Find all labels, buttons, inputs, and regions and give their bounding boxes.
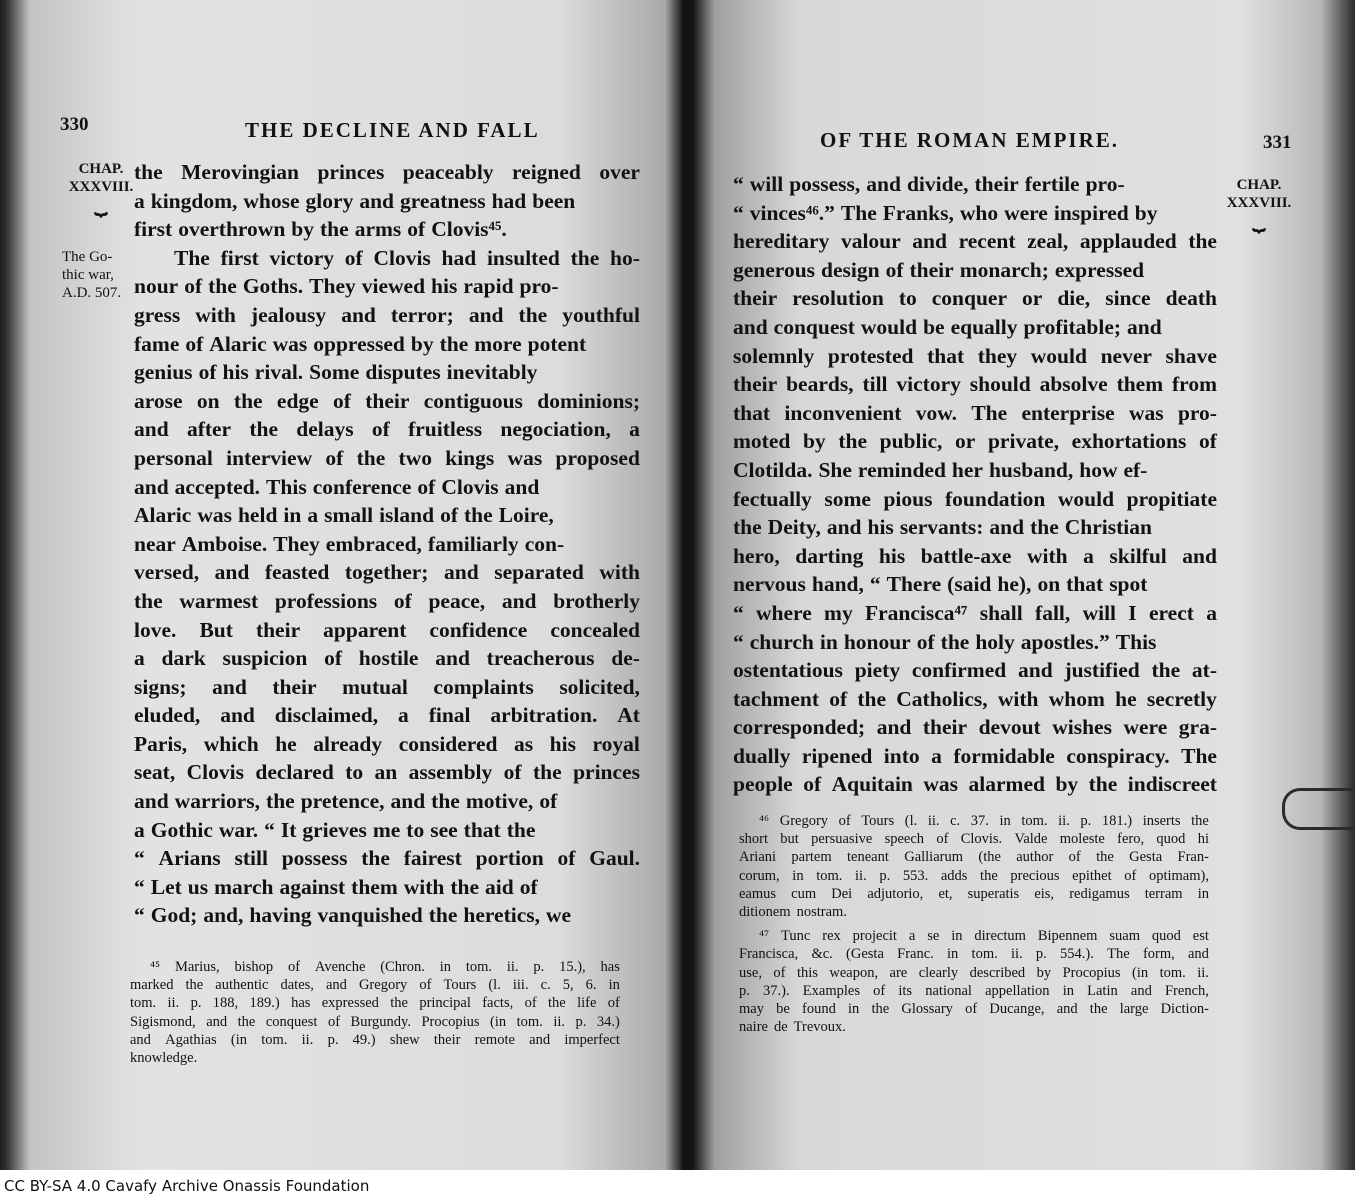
text-line: “ Let us march against them with the aid of bbox=[134, 874, 538, 899]
margin-note-line: thic war, bbox=[62, 267, 114, 283]
text-line: a dark suspicion of hostile and treacherous de- bbox=[134, 646, 640, 671]
text-line: Alaric was held in a small island of the Loire, bbox=[134, 503, 554, 528]
text-line: seat, Clovis declared to an assembly of the princes bbox=[134, 760, 640, 785]
text-line: corresponded; and their devout wishes were gra- bbox=[733, 715, 1217, 740]
footnote-line: ⁴⁷ Tunc rex projecit a se in directum Bipennem suam quod est bbox=[759, 928, 1209, 945]
page-number: 330 bbox=[60, 114, 89, 135]
text-line: solemnly protested that they would never shave bbox=[733, 343, 1217, 368]
text-line: hereditary valour and recent zeal, applauded the bbox=[733, 229, 1217, 254]
footnote-line: knowledge. bbox=[130, 1050, 198, 1067]
text-line: a Gothic war. “ It grieves me to see that the bbox=[134, 817, 536, 842]
footnote-line: marked the authentic dates, and Gregory of Tours (l. iii. c. 5, 6. in bbox=[130, 977, 620, 994]
text-line: “ will possess, and divide, their fertile pro- bbox=[733, 172, 1125, 196]
text-line: tachment of the Catholics, with whom he secretly bbox=[733, 686, 1217, 711]
text-line: a kingdom, whose glory and greatness had been bbox=[134, 188, 576, 213]
credit-line: CC BY-SA 4.0 Cavafy Archive Onassis Foundation bbox=[4, 1177, 370, 1195]
text-line: generous design of their monarch; expressed bbox=[733, 257, 1145, 282]
footnotes bbox=[739, 812, 1209, 1036]
text-line: people of Aquitain was alarmed by the indiscreet bbox=[733, 772, 1217, 797]
text-line: “ God; and, having vanquished the heretics, we bbox=[134, 903, 572, 928]
footnote-line: eamus cum Dei adjutorio, et, superatis eis, redigamus terram in bbox=[739, 885, 1209, 902]
footnote-line: Ariani partem teneant Galliarum (the author of the Gesta Fran- bbox=[739, 849, 1209, 866]
running-head: OF THE ROMAN EMPIRE. bbox=[820, 128, 1120, 152]
footnote-line: corum, in tom. ii. p. 553. adds the precious epithet of optimam), bbox=[739, 867, 1209, 884]
text-line: arose on the edge of their contiguous dominions; bbox=[134, 388, 640, 413]
text-line: fame of Alaric was oppressed by the more potent bbox=[134, 331, 587, 356]
margin-note-line: A.D. 507. bbox=[62, 285, 122, 301]
margin-note bbox=[62, 248, 142, 302]
text-line: “ Arians still possess the fairest portion of Gaul. bbox=[134, 846, 640, 871]
text-line: hero, darting his battle-axe with a skilful and bbox=[733, 543, 1217, 568]
footnotes bbox=[130, 958, 620, 1067]
chapter-note-line: CHAP. bbox=[78, 161, 124, 177]
text-line: Clotilda. She reminded her husband, how ef- bbox=[733, 457, 1148, 482]
footnote-line: short but persuasive speech of Clovis. Valde moleste fero, quod hi bbox=[739, 831, 1209, 848]
text-line: gress with jealousy and terror; and the youthful bbox=[134, 302, 640, 327]
text-line: the warmest professions of peace, and brotherly bbox=[134, 588, 640, 613]
text-line: moted by the public, or private, exhortations of bbox=[733, 429, 1217, 454]
chapter-note-line: XXXVIII. bbox=[1226, 195, 1292, 211]
text-line: “ church in honour of the holy apostles.” This bbox=[733, 629, 1157, 654]
footnote-line: use, of this weapon, are clearly described by Procopius (in tom. ii. bbox=[739, 964, 1209, 981]
text-line: that inconvenient vow. The enterprise was pro- bbox=[733, 400, 1217, 425]
text-line: love. But their apparent confidence concealed bbox=[134, 617, 640, 642]
chapter-note-line: CHAP. bbox=[1236, 177, 1282, 193]
text-line: fectually some pious foundation would propitiate bbox=[733, 486, 1217, 511]
text-line: The first victory of Clovis had insulted the ho- bbox=[174, 245, 640, 270]
left-page bbox=[40, 0, 660, 1170]
text-line: personal interview of the two kings was proposed bbox=[134, 445, 640, 470]
text-line: near Amboise. They embraced, familiarly con- bbox=[134, 531, 565, 556]
text-line: and accepted. This conference of Clovis and bbox=[134, 474, 540, 499]
text-line: their beards, till victory should absolve them from bbox=[733, 372, 1217, 397]
footnote-line: ditionem nostram. bbox=[739, 904, 847, 921]
footnote-line: may be found in the Glossary of Ducange, and the large Diction- bbox=[739, 1001, 1209, 1018]
footnote-line: Francisca, &c. (Gesta Franc. in tom. ii. p. 554.). The form, and bbox=[739, 946, 1209, 963]
page-number: 331 bbox=[1263, 132, 1292, 153]
text-line: eluded, and disclaimed, a final arbitration. At bbox=[134, 703, 640, 728]
text-line: ostentatious piety confirmed and justified the at- bbox=[733, 658, 1217, 683]
text-line: dually ripened into a formidable conspiracy. The bbox=[733, 743, 1217, 768]
text-line: “ where my Francisca⁴⁷ shall fall, will I erect a bbox=[733, 600, 1217, 625]
text-line: and conquest would be equally profitable; and bbox=[733, 314, 1162, 339]
footnote-line: tom. ii. p. 188, 189.) has expressed the principal facts, of the life of bbox=[130, 995, 620, 1012]
text-line: the Merovingian princes peaceably reigned over bbox=[134, 160, 640, 184]
text-line: nervous hand, “ There (said he), on that spot bbox=[733, 572, 1148, 597]
text-line: nour of the Goths. They viewed his rapid pro- bbox=[134, 274, 559, 299]
text-line: their resolution to conquer or die, since death bbox=[733, 286, 1217, 311]
running-head: THE DECLINE AND FALL bbox=[245, 118, 540, 142]
footnote-line: p. 37.). Examples of its national appellation in Latin and French, bbox=[739, 982, 1209, 999]
brace-ornament: ⏟ bbox=[1252, 206, 1266, 231]
footnote-line: naire de Trevoux. bbox=[739, 1019, 846, 1036]
chapter-side-note bbox=[1219, 176, 1299, 231]
text-line: versed, and feasted together; and separated with bbox=[134, 560, 640, 585]
chapter-side-note bbox=[62, 160, 140, 215]
paper-clip bbox=[1282, 788, 1355, 830]
text-line: and warriors, the pretence, and the motive, of bbox=[134, 789, 558, 814]
footnote-line: Sigismond, and the conquest of Burgundy. Procopius (in tom. ii. p. 34.) bbox=[130, 1013, 620, 1030]
text-line: genius of his rival. Some disputes inevitably bbox=[134, 360, 538, 385]
text-line: Paris, which he already considered as his royal bbox=[134, 731, 640, 756]
text-line: and after the delays of fruitless negociation, a bbox=[134, 417, 640, 442]
margin-note-line: The Go- bbox=[62, 249, 113, 265]
text-line: the Deity, and his servants: and the Christian bbox=[733, 515, 1152, 540]
body-text bbox=[134, 158, 640, 930]
chapter-note-line: XXXVIII. bbox=[68, 179, 134, 195]
footnote-line: and Agathias (in tom. ii. p. 49.) shew their remote and imperfect bbox=[130, 1031, 620, 1048]
footnote-line: ⁴⁶ Gregory of Tours (l. ii. c. 37. in tom. ii. p. 181.) inserts the bbox=[759, 813, 1209, 829]
text-line: signs; and their mutual complaints solicited, bbox=[134, 674, 640, 699]
right-page bbox=[705, 0, 1325, 1170]
text-line: first overthrown by the arms of Clovis⁴⁵. bbox=[134, 217, 507, 242]
brace-ornament: ⏟ bbox=[94, 190, 108, 215]
footnote-line: ⁴⁵ Marius, bishop of Avenche (Chron. in tom. ii. p. 15.), has bbox=[150, 959, 620, 975]
text-line: “ vinces⁴⁶.” The Franks, who were inspired by bbox=[733, 200, 1158, 225]
body-text bbox=[733, 170, 1217, 799]
